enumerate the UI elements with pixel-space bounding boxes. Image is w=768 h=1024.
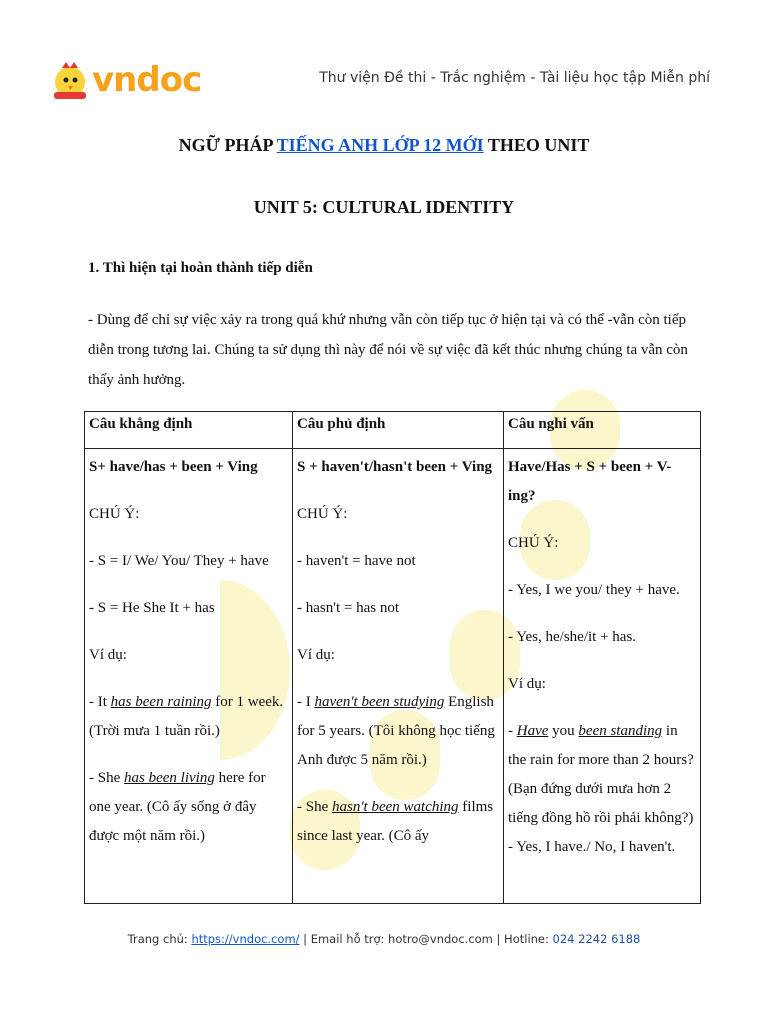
header-negative: Câu phủ định: [293, 412, 504, 449]
page-title: [0, 135, 768, 156]
negative-cell: [293, 449, 504, 904]
section-paragraph: - Dùng để chỉ sự việc xảy ra trong quá khứ nhưng vẫn còn tiếp tục ở hiện tại và có thể -vẫn còn tiếp diễn trong tương lai. Chúng ta sử dụng thì này để nói về sự việc đã kết thúc nhưng chúng ta vẫn còn thấy ảnh hưởng.: [88, 312, 688, 388]
question-formula: Have/Has + S + been + V-ing?: [508, 459, 672, 504]
question-cell: [504, 449, 701, 904]
example-label: Ví dụ:: [508, 676, 546, 692]
example-text: - I haven't been studying English for 5 years. (Tôi không học tiếng Anh được 5 năm rồi.): [297, 694, 495, 768]
header-question: Câu nghi vấn: [504, 412, 701, 449]
rule-text: - S = I/ We/ You/ They + have: [89, 553, 269, 569]
vndoc-logo[interactable]: [50, 60, 201, 100]
rule-text: - haven't = have not: [297, 553, 416, 569]
note-label: CHÚ Ý:: [297, 506, 348, 522]
affirmative-formula: S+ have/has + been + Ving: [89, 459, 258, 475]
table-row: [85, 449, 701, 904]
table-header-row: [85, 412, 701, 449]
footer-home-link[interactable]: https://vndoc.com/: [191, 932, 300, 946]
rule-text: - Yes, I we you/ they + have.: [508, 582, 680, 598]
example-label: Ví dụ:: [297, 647, 335, 663]
grammar-table: [84, 411, 701, 904]
site-tagline: Thư viện Đề thi - Trắc nghiệm - Tài liệu học tập Miễn phí: [319, 70, 710, 86]
page-header: [50, 56, 720, 106]
chicken-mascot-icon: [50, 60, 90, 100]
negative-formula: S + haven't/hasn't been + Ving: [297, 459, 493, 475]
example-label: Ví dụ:: [89, 647, 127, 663]
unit-title: UNIT 5: CULTURAL IDENTITY: [253, 197, 515, 217]
rule-text: - S = He She It + has: [89, 600, 215, 616]
example-text: - She hasn't been watching films since last year. (Cô ấy: [297, 799, 494, 844]
title-link[interactable]: TIẾNG ANH LỚP 12 MỚI: [276, 135, 484, 155]
title-prefix: NGỮ PHÁP: [178, 135, 277, 155]
footer-hotline: 024 2242 6188: [552, 932, 641, 946]
title-suffix: THEO UNIT: [483, 135, 590, 155]
example-text: - It has been raining for 1 week. (Trời mưa 1 tuần rồi.): [89, 694, 284, 739]
rule-text: - hasn't = has not: [297, 600, 399, 616]
section-heading: 1. Thì hiện tại hoàn thành tiếp diễn: [88, 260, 313, 276]
footer-contact: | Email hỗ trợ: hotro@vndoc.com | Hotline:: [299, 932, 553, 946]
header-affirmative: Câu khẳng định: [85, 412, 293, 449]
note-label: CHÚ Ý:: [89, 506, 140, 522]
example-text: - She has been living here for one year. (Cô ấy sống ở đây được một năm rồi.): [89, 770, 266, 844]
footer-home-label: Trang chủ:: [127, 932, 192, 946]
logo-text: vndoc: [92, 60, 202, 100]
page-footer: [0, 932, 768, 946]
example-text: - Have you been standing in the rain for more than 2 hours? (Bạn đứng dưới mưa hơn 2 tiếng đồng hồ rồi phải không?) - Yes, I have./ No, I haven't.: [508, 723, 694, 855]
affirmative-cell: [85, 449, 293, 904]
rule-text: - Yes, he/she/it + has.: [508, 629, 637, 645]
note-label: CHÚ Ý:: [508, 535, 559, 551]
